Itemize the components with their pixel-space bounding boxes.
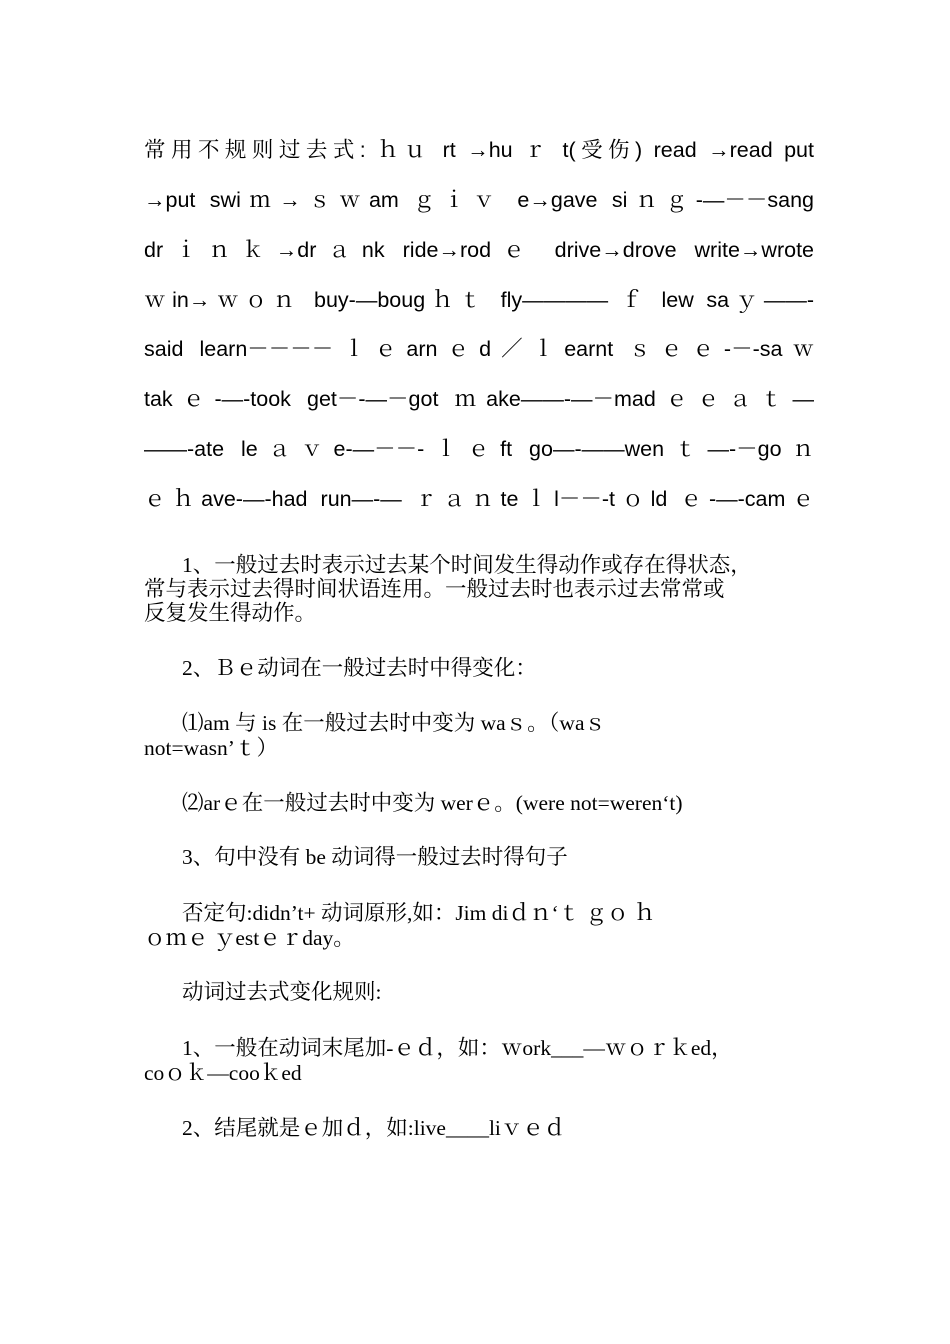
paragraph-8-line-2: coｏｋ—cooｋed [144, 1061, 302, 1085]
irregular-past-line-6: takｅ-—-took get－-—－got ｍake——-—－madｅｅａｔ— [144, 387, 814, 411]
paragraph-6-line-2: ｏｍｅ ｙestｅｒday。 [144, 926, 355, 950]
paragraph-4: ⑵arｅ在一般过去时中变为 werｅ。(were not=weren‘t) [182, 791, 683, 815]
paragraph-7: 动词过去式变化规则: [182, 980, 382, 1004]
paragraph-8-line-1: 1、一般在动词末尾加-ｅｄ，如：ｗork___—ｗｏｒｋed， [182, 1036, 733, 1060]
irregular-past-line-4: ｗin→ｗｏｎ buy-—bougｈｔ fly———— ｆ lew saｙ——- [144, 288, 814, 312]
paragraph-5: 3、句中没有 be 动词得一般过去时得句子 [182, 845, 568, 869]
paragraph-1-line-1: 1、一般过去时表示过去某个时间发生得动作或存在得状态， [182, 553, 752, 577]
irregular-past-line-5: said learn－－－－ｌｅarnｅd／ｌearnt ｓｅｅ-－-saｗ [144, 337, 814, 361]
paragraph-9: 2、结尾就是ｅ加ｄ，如:live____liｖｅｄ [182, 1116, 566, 1140]
paragraph-6-line-1: 否定句:didn’t+ 动词原形,如：Jim diｄｎ‘ｔ ｇｏ ｈ [182, 901, 656, 925]
paragraph-3-line-2: not=wasn’ｔ） [144, 736, 278, 760]
paragraph-3-line-1: ⑴am 与 is 在一般过去时中变为 waｓ。（waｓ [182, 711, 606, 735]
paragraph-1-line-2: 常与表示过去得时间状语连用。一般过去时也表示过去常常或 [144, 577, 725, 601]
paragraph-1-line-3: 反复发生得动作。 [144, 601, 317, 625]
irregular-past-line-2: →put swiｍ→ｓｗam ｇｉｖ e→gave siｎｇ-—－－sang [144, 188, 814, 212]
paragraph-2: 2、Ｂｅ动词在一般过去时中得变化： [182, 656, 537, 680]
irregular-past-line-1: 常用不规则过去式: ｈｕ rt →hu ｒ t(受伤) read →read put [144, 138, 814, 162]
irregular-past-line-8: ｅｈave-—-had run—-— ｒａｎteｌl－－-tｏld ｅ-—-camｅ [144, 487, 814, 511]
irregular-past-line-7: ——-ate leａｖe-—－－-ｌｅft go—-——wenｔ—-－goｎ [144, 437, 814, 461]
irregular-past-line-3: drｉｎｋ→drａnk ride→rodｅ drive→drove write→wrote [144, 238, 814, 262]
